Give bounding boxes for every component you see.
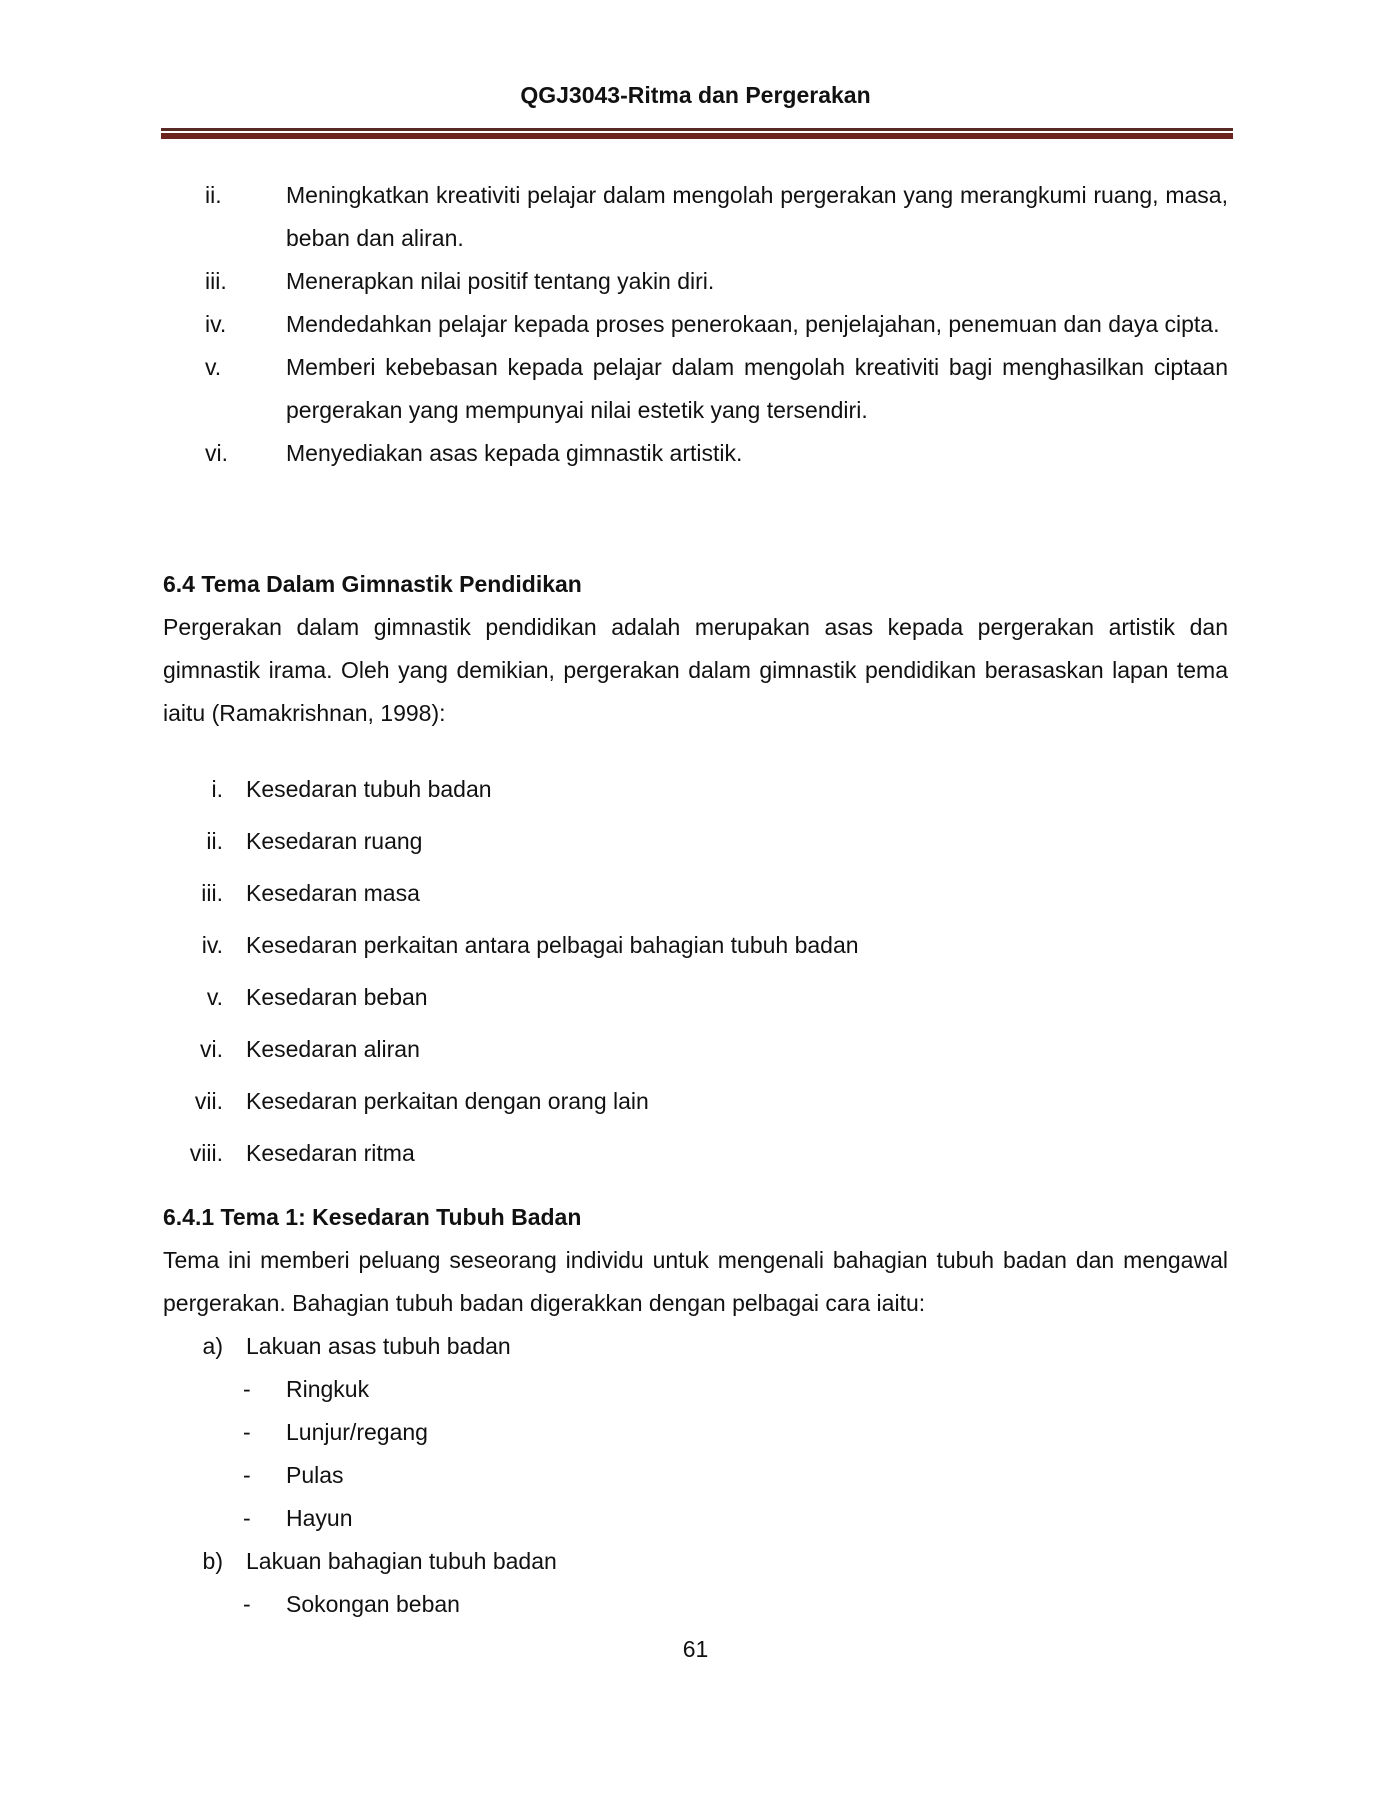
list-marker: ii. [206, 828, 223, 854]
list-marker: - [243, 1591, 251, 1617]
section-heading: 6.4 Tema Dalam Gimnastik Pendidikan [163, 571, 582, 597]
page-header: QGJ3043-Ritma dan Pergerakan [520, 82, 871, 108]
list-item [163, 867, 1228, 919]
list-text: Lakuan bahagian tubuh badan [246, 1548, 557, 1574]
section-6-4 [163, 563, 1228, 735]
list-text: Lunjur/regang [286, 1419, 428, 1445]
list-marker: - [243, 1505, 251, 1531]
list-item [163, 1497, 1228, 1540]
list-marker: - [243, 1376, 251, 1402]
list-text: Pulas [286, 1462, 344, 1488]
list-text: Memberi kebebasan kepada pelajar dalam mengolah kreativiti bagi menghasilkan ciptaan pergerakan yang mempunyai nilai estetik yang tersendiri. [286, 354, 1228, 423]
list-item [163, 1583, 1228, 1626]
list-item [163, 763, 1228, 815]
list-text: Kesedaran perkaitan dengan orang lain [246, 1088, 649, 1114]
list-text: Hayun [286, 1505, 353, 1531]
list-item [163, 1411, 1228, 1454]
list-item [163, 1023, 1228, 1075]
list-marker: vi. [205, 440, 228, 466]
list-item [163, 260, 1228, 303]
list-text: Sokongan beban [286, 1591, 460, 1617]
list-text: Menyediakan asas kepada gimnastik artistik. [286, 440, 743, 466]
list-item [163, 346, 1228, 432]
list-marker: viii. [189, 1140, 223, 1166]
list-text: Menerapkan nilai positif tentang yakin diri. [286, 268, 715, 294]
list-marker: iii. [201, 880, 223, 906]
list-item [163, 1540, 1228, 1583]
list-text: Mendedahkan pelajar kepada proses penerokaan, penjelajahan, penemuan dan daya cipta. [286, 311, 1220, 337]
list-text: Kesedaran tubuh badan [246, 776, 492, 802]
list-item [163, 1325, 1228, 1368]
list-item [163, 1368, 1228, 1411]
list-item [163, 919, 1228, 971]
section-heading: 6.4.1 Tema 1: Kesedaran Tubuh Badan [163, 1204, 582, 1230]
list-text: Lakuan asas tubuh badan [246, 1333, 511, 1359]
list-marker: iv. [205, 311, 227, 337]
list-marker: iv. [201, 932, 223, 958]
list-text: Kesedaran beban [246, 984, 428, 1010]
header-rule-thick [161, 133, 1233, 139]
list-item [163, 971, 1228, 1023]
section-6-4-1 [163, 1196, 1228, 1626]
list-text: Kesedaran perkaitan antara pelbagai bahagian tubuh badan [246, 932, 859, 958]
list-item [163, 303, 1228, 346]
list-item [163, 815, 1228, 867]
page-number: 61 [682, 1636, 709, 1662]
list-marker: vi. [200, 1036, 223, 1062]
list-text: Kesedaran masa [246, 880, 420, 906]
list-marker: a) [202, 1333, 223, 1359]
header-rule-thin [161, 128, 1233, 131]
list-marker: iii. [205, 268, 227, 294]
list-marker: - [243, 1462, 251, 1488]
list-marker: v. [205, 354, 222, 380]
list-marker: ii. [205, 182, 222, 208]
list-item [163, 432, 1228, 475]
themes-list [163, 763, 1228, 1179]
list-marker: vii. [194, 1088, 223, 1114]
list-marker: - [243, 1419, 251, 1445]
list-item [163, 1127, 1228, 1179]
list-text: Kesedaran ruang [246, 828, 423, 854]
list-marker: i. [211, 776, 223, 802]
list-marker: b) [202, 1548, 223, 1574]
list-marker: v. [206, 984, 223, 1010]
list-text: Ringkuk [286, 1376, 370, 1402]
list-text: Kesedaran aliran [246, 1036, 420, 1062]
list-item [163, 174, 1228, 260]
list-text: Kesedaran ritma [246, 1140, 415, 1166]
section-paragraph: Tema ini memberi peluang seseorang individu untuk mengenali bahagian tubuh badan dan mengawal pergerakan. Bahagian tubuh badan digerakkan dengan pelbagai cara iaitu: [163, 1247, 1228, 1316]
list-item [163, 1075, 1228, 1127]
objectives-list [163, 174, 1228, 475]
list-item [163, 1454, 1228, 1497]
list-text: Meningkatkan kreativiti pelajar dalam mengolah pergerakan yang merangkumi ruang, masa, beban dan aliran. [286, 182, 1228, 251]
section-paragraph: Pergerakan dalam gimnastik pendidikan adalah merupakan asas kepada pergerakan artistik dan gimnastik irama. Oleh yang demikian, pergerakan dalam gimnastik pendidikan berasaskan lapan tema iaitu (Ramakrishnan, 1998): [163, 614, 1228, 726]
